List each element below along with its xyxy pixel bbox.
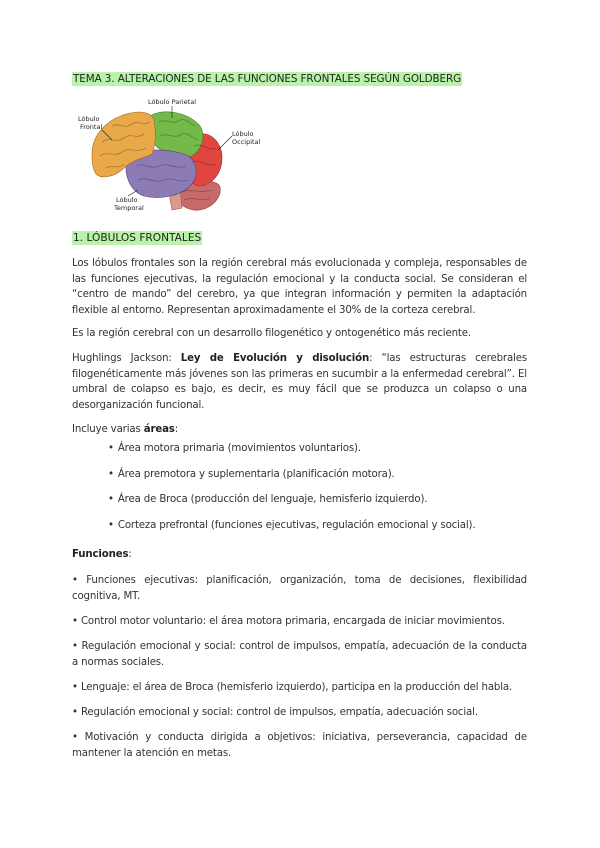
- bullet-icon: •: [108, 443, 114, 454]
- label-lobulo-temporal-line1: Lóbulo: [116, 196, 138, 204]
- areas-list: [108, 441, 528, 543]
- functions-heading: [72, 547, 527, 563]
- areas-intro-colon: :: [174, 424, 179, 435]
- list-item: [108, 467, 528, 493]
- area-item-text: Corteza prefrontal (funciones ejecutivas, regulación emocional y social).: [117, 519, 476, 531]
- function-executive: • Funciones ejecutivas: planificación, organización, toma de decisiones, flexibilidad cognitiva, MT.: [72, 575, 527, 602]
- section-heading-highlight: 1. LÓBULOS FRONTALES: [73, 232, 202, 244]
- jackson-law-bold: Ley de Evolución y disolución: [180, 353, 370, 364]
- label-lobulo-occipital-line1: Lóbulo: [232, 130, 254, 138]
- brain-lobes-figure: [72, 96, 262, 218]
- function-emotional-social: • Regulación emocional y social: control de impulsos, empatía, adecuación de la conducta a normas sociales.: [72, 641, 527, 668]
- function-motivation: • Motivación y conducta dirigida a objetivos: iniciativa, perseverancia, capacidad de mantener la atención en metas.: [72, 732, 527, 759]
- function-motor: • Control motor voluntario: el área motora primaria, encargada de iniciar movimientos.: [72, 616, 505, 627]
- document-title: [72, 73, 462, 85]
- jackson-prefix: Hughlings Jackson:: [72, 353, 181, 364]
- function-language: • Lenguaje: el área de Broca (hemisferio izquierdo), participa en la producción del habla.: [72, 682, 513, 693]
- area-item-text: Área premotora y suplementaria (planificación motora).: [117, 468, 395, 480]
- areas-intro-bold: áreas: [143, 424, 175, 435]
- list-item: [108, 441, 528, 467]
- bullet-icon: •: [108, 468, 114, 480]
- jackson-quote: : “las estructuras cerebrales filogenéticamente más jóvenes son las primeras en sucumbir a la enfermedad cerebral”. El umbral de colapso es bajo, es decir, es muy fácil que se produzca un colapso o una desorganización funcional.: [72, 353, 527, 411]
- functions-heading-colon: :: [128, 549, 132, 560]
- area-item-text: Área motora primaria (movimientos voluntarios).: [117, 443, 361, 454]
- paragraph-jackson: [72, 351, 527, 413]
- list-item: [108, 492, 528, 518]
- area-item-text: Área de Broca (producción del lenguaje, hemisferio izquierdo).: [117, 494, 428, 505]
- functions-heading-bold: Funciones: [72, 549, 129, 560]
- function-emotional-social-2: • Regulación emocional y social: control de impulsos, empatía, adecuación social.: [72, 707, 478, 718]
- areas-intro-text: Incluye varias: [72, 424, 144, 435]
- bullet-icon: •: [108, 519, 114, 531]
- section-heading: [72, 232, 202, 244]
- bullet-icon: •: [108, 494, 114, 505]
- areas-intro: [72, 422, 527, 438]
- paragraph-development: Es la región cerebral con un desarrollo filogenético y ontogenético más reciente.: [72, 328, 471, 339]
- title-highlight: TEMA 3. ALTERACIONES DE LAS FUNCIONES FRONTALES SEGÚN GOLDBERG: [73, 73, 462, 85]
- paragraph-intro: Los lóbulos frontales son la región cerebral más evolucionada y compleja, responsables de las funciones ejecutivas, la regulación emocional y la conducta social. Se consideran el “centro de mando” del cerebro, ya que integran información y permiten la adaptación flexible al entorno. Representan aproximadamente el 30% de la corteza cerebral.: [72, 258, 527, 316]
- label-lobulo-parietal: Lóbulo Parietal: [148, 98, 197, 106]
- list-item: [108, 518, 528, 544]
- label-lobulo-frontal-line1: Lóbulo: [78, 115, 100, 123]
- label-lobulo-occipital-line2: Occipital: [232, 138, 261, 146]
- label-lobulo-frontal-line2: Frontal: [80, 123, 103, 131]
- label-lobulo-temporal-line2: Temporal: [114, 204, 144, 212]
